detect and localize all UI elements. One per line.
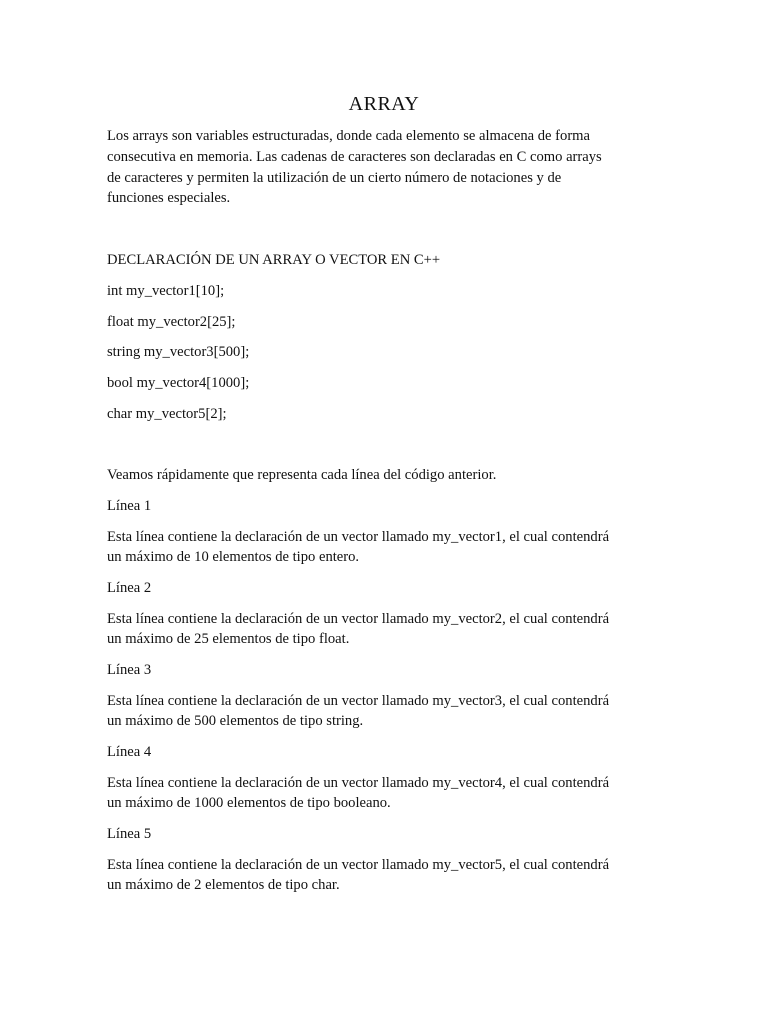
explanation-text: un máximo de 2 elementos de tipo char.: [107, 877, 340, 893]
section-heading: DECLARACIÓN DE UN ARRAY O VECTOR EN C++: [107, 252, 441, 268]
code-line: float my_vector2[25];: [107, 314, 236, 330]
explanation-text: un máximo de 1000 elementos de tipo booleano.: [107, 795, 391, 811]
explanation-text: Esta línea contiene la declaración de un vector llamado my_vector1, el cual contendrá: [107, 529, 610, 545]
line-heading: Línea 1: [107, 498, 152, 514]
explanation-text: Esta línea contiene la declaración de un vector llamado my_vector4, el cual contendrá: [107, 775, 610, 791]
explanation-text: un máximo de 25 elementos de tipo float.: [107, 631, 350, 647]
intro-line: consecutiva en memoria. Las cadenas de caracteres son declaradas en C como arrays: [107, 149, 602, 165]
code-line: char my_vector5[2];: [107, 406, 227, 422]
code-line: int my_vector1[10];: [107, 283, 225, 299]
explanation-text: un máximo de 500 elementos de tipo string.: [107, 713, 364, 729]
explanation-text: Esta línea contiene la declaración de un vector llamado my_vector2, el cual contendrá: [107, 611, 610, 627]
explanation-text: Esta línea contiene la declaración de un vector llamado my_vector5, el cual contendrá: [107, 857, 610, 873]
line-heading: Línea 4: [107, 744, 152, 760]
intro-line: de caracteres y permiten la utilización de un cierto número de notaciones y de: [107, 170, 562, 186]
line-heading: Línea 2: [107, 580, 152, 596]
intro-line: Los arrays son variables estructuradas, donde cada elemento se almacena de forma: [107, 128, 591, 144]
explanation-text: un máximo de 10 elementos de tipo entero.: [107, 549, 360, 565]
line-heading: Línea 5: [107, 826, 152, 842]
code-line: bool my_vector4[1000];: [107, 375, 250, 391]
intro-line: funciones especiales.: [107, 190, 231, 206]
explanation-text: Esta línea contiene la declaración de un vector llamado my_vector3, el cual contendrá: [107, 693, 610, 709]
page-title: ARRAY: [348, 93, 420, 115]
explanation-intro: Veamos rápidamente que representa cada línea del código anterior.: [107, 467, 497, 483]
line-heading: Línea 3: [107, 662, 152, 678]
code-line: string my_vector3[500];: [107, 344, 250, 360]
